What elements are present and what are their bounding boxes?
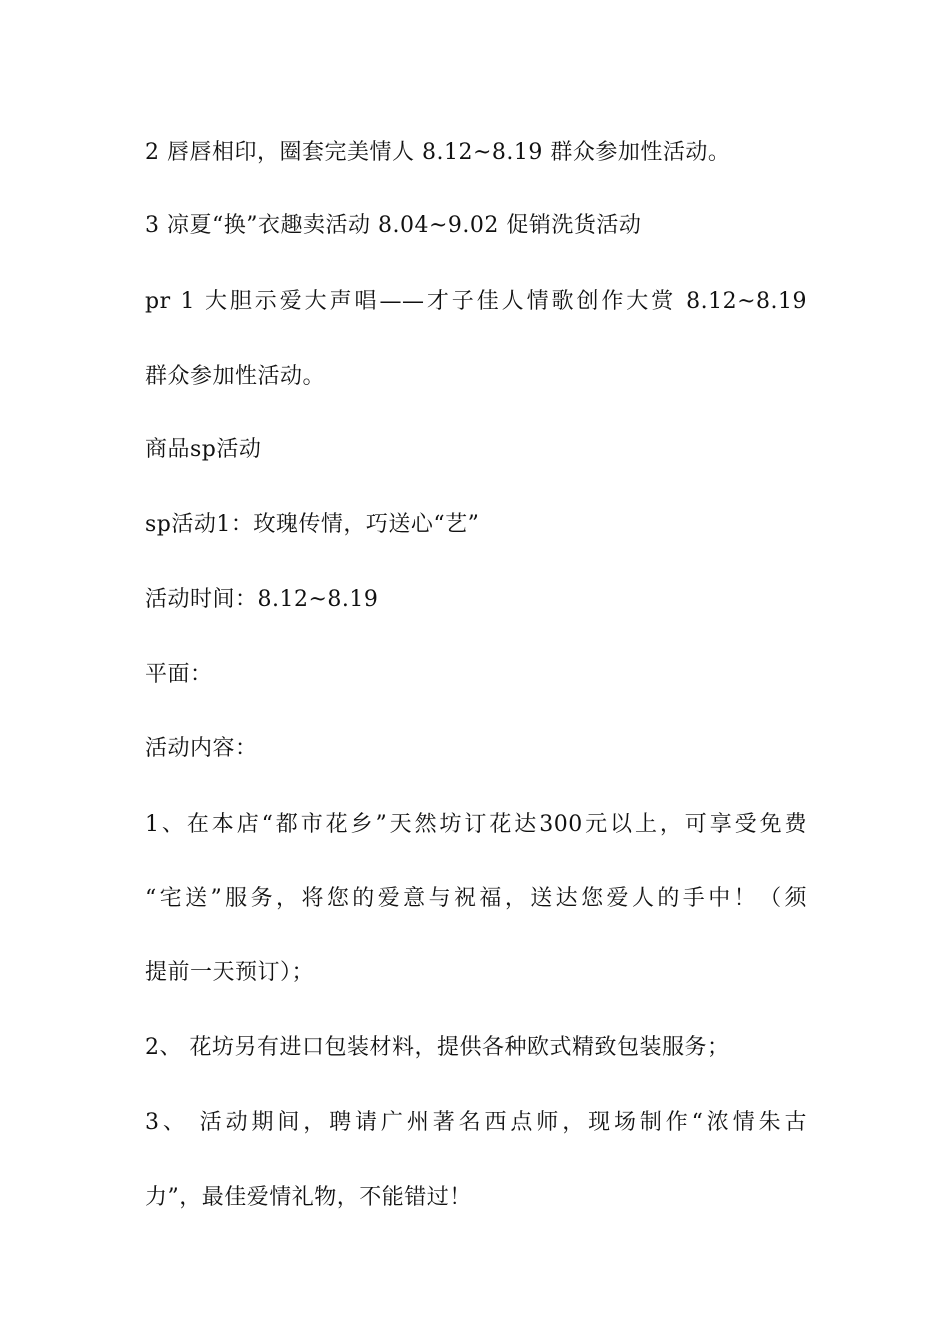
section-heading-sp: 商品sp活动 xyxy=(145,437,262,462)
pr-item-1-continued: 群众参加性活动。 xyxy=(145,364,326,389)
activity-item-2: 2 唇唇相印，圈套完美情人 8.12~8.19 群众参加性活动。 xyxy=(145,140,731,165)
activity-item-3: 3 凉夏“换”衣趣卖活动 8.04~9.02 促销洗货活动 xyxy=(145,213,642,238)
content-item-3-continued: 力”，最佳爱情礼物，不能错过！ xyxy=(145,1185,472,1210)
pr-item-1: pr 1 大胆示爱大声唱——才子佳人情歌创作大赏 8.12~8.19 xyxy=(145,289,807,314)
content-item-1-continued: “宅送”服务，将您的爱意与祝福，送达您爱人的手中！（须 xyxy=(145,886,807,911)
content-item-3: 3、 活动期间，聘请广州著名西点师，现场制作“浓情朱古 xyxy=(145,1110,807,1135)
content-item-1-end: 提前一天预订）； xyxy=(145,960,315,985)
content-item-2: 2、 花坊另有进口包装材料，提供各种欧式精致包装服务； xyxy=(145,1035,730,1060)
activity-content-label: 活动内容： xyxy=(145,736,258,761)
sp-activity-1-title: sp活动1：玫瑰传情，巧送心“艺” xyxy=(145,512,480,537)
plane-label: 平面： xyxy=(145,662,213,687)
activity-time: 活动时间：8.12~8.19 xyxy=(145,587,379,612)
content-item-1: 1、在本店“都市花乡”天然坊订花达300元以上，可享受免费 xyxy=(145,812,807,837)
